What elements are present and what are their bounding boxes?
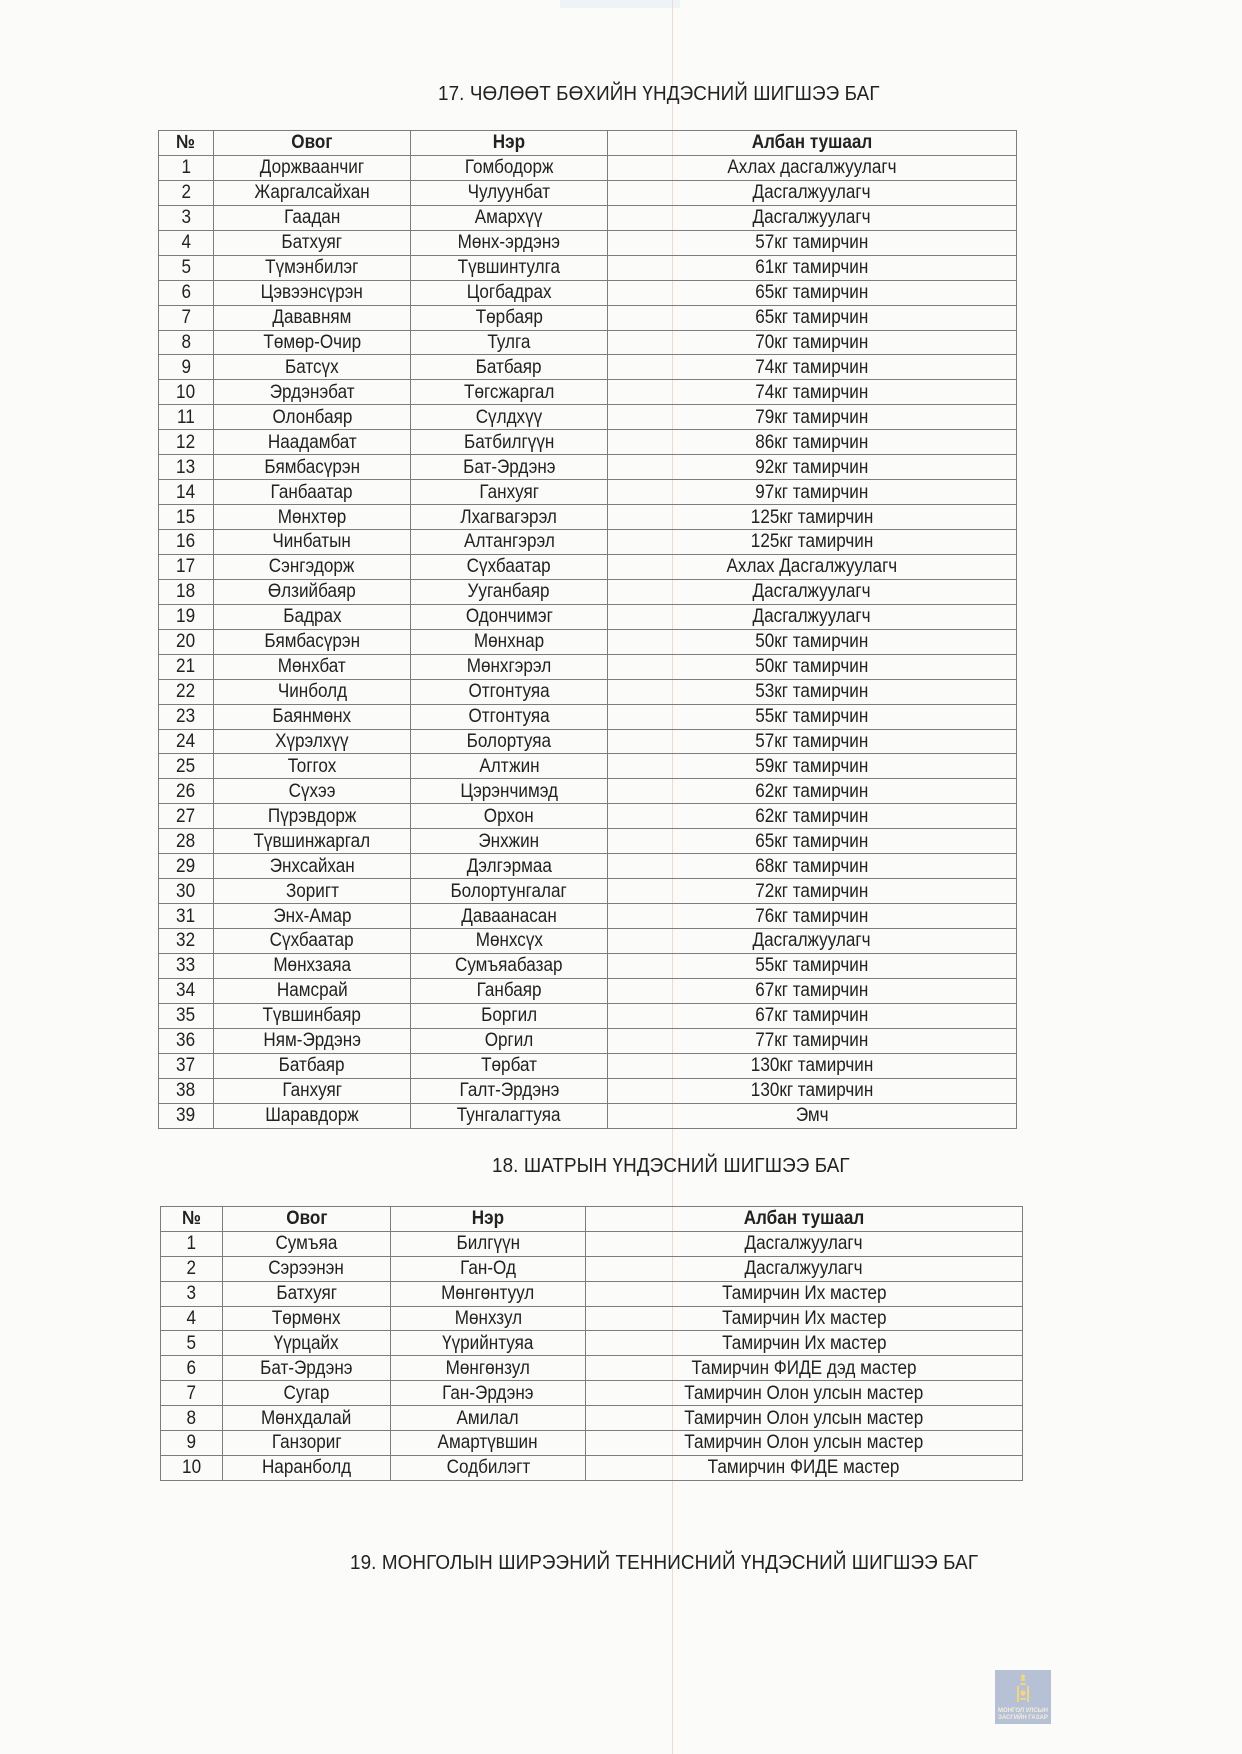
cell-position: 130кг тамирчин [608, 1078, 1017, 1103]
cell-surname: Ганзориг [223, 1431, 391, 1456]
cell-name: Амилал [391, 1406, 586, 1431]
table-row [159, 1078, 1017, 1103]
cell-name: Мөнхсүх [411, 929, 608, 954]
cell-number: 11 [159, 405, 214, 430]
cell-surname: Зоригт [214, 879, 411, 904]
cell-name: Үүрийнтуяа [391, 1331, 586, 1356]
table-row [161, 1381, 1023, 1406]
cell-number: 8 [161, 1406, 223, 1431]
cell-surname: Ганхуяг [214, 1078, 411, 1103]
table-row [159, 679, 1017, 704]
cell-surname: Сүхээ [214, 779, 411, 804]
table-row [159, 929, 1017, 954]
cell-surname: Мөнхтөр [214, 505, 411, 530]
cell-surname: Олонбаяр [214, 405, 411, 430]
cell-position: 65кг тамирчин [608, 305, 1017, 330]
cell-name: Мөнхзул [391, 1306, 586, 1331]
cell-surname: Бямбасүрэн [214, 629, 411, 654]
cell-position: Дасгалжуулагч [608, 929, 1017, 954]
cell-surname: Мөнхдалай [223, 1406, 391, 1431]
cell-number: 6 [161, 1356, 223, 1381]
cell-surname: Чинболд [214, 679, 411, 704]
cell-number: 30 [159, 879, 214, 904]
cell-number: 19 [159, 604, 214, 629]
table-row [159, 305, 1017, 330]
cell-surname: Хүрэлхүү [214, 729, 411, 754]
cell-name: Төрбаяр [411, 305, 608, 330]
cell-number: 15 [159, 505, 214, 530]
cell-name: Амартүвшин [391, 1431, 586, 1456]
cell-number: 9 [161, 1431, 223, 1456]
cell-surname: Доржваанчиг [214, 155, 411, 180]
cell-name: Галт-Эрдэнэ [411, 1078, 608, 1103]
cell-number: 1 [159, 155, 214, 180]
cell-number: 38 [159, 1078, 214, 1103]
stamp-line-1: МОНГОЛ УЛСЫН [998, 1708, 1048, 1714]
col-header-name: Нэр [391, 1207, 586, 1232]
cell-name: Болортуяа [411, 729, 608, 754]
col-header-surname: Овог [223, 1207, 391, 1232]
cell-name: Энхжин [411, 829, 608, 854]
cell-surname: Ганбаатар [214, 480, 411, 505]
table-row [159, 205, 1017, 230]
cell-position: 50кг тамирчин [608, 654, 1017, 679]
cell-name: Амархүү [411, 205, 608, 230]
cell-name: Гомбодорж [411, 155, 608, 180]
table-header-row [161, 1207, 1023, 1232]
cell-name: Чулуунбат [411, 180, 608, 205]
freestyle-wrestling-team-table [158, 130, 1017, 1129]
cell-surname: Эрдэнэбат [214, 380, 411, 405]
col-header-position: Албан тушаал [586, 1207, 1023, 1232]
cell-name: Тулга [411, 330, 608, 355]
table-row [159, 604, 1017, 629]
cell-number: 3 [159, 205, 214, 230]
cell-name: Мөнгөнзул [391, 1356, 586, 1381]
cell-number: 4 [161, 1306, 223, 1331]
cell-name: Сүлдхүү [411, 405, 608, 430]
table-header-row [159, 131, 1017, 156]
cell-number: 10 [159, 380, 214, 405]
cell-position: 130кг тамирчин [608, 1053, 1017, 1078]
cell-surname: Бат-Эрдэнэ [223, 1356, 391, 1381]
cell-name: Тунгалагтуяа [411, 1103, 608, 1128]
cell-number: 20 [159, 629, 214, 654]
col-header-name: Нэр [411, 131, 608, 156]
cell-number: 26 [159, 779, 214, 804]
cell-name: Болортунгалаг [411, 879, 608, 904]
table-row [161, 1231, 1023, 1256]
cell-position: 68кг тамирчин [608, 854, 1017, 879]
cell-surname: Чинбатын [214, 530, 411, 555]
cell-surname: Үүрцайх [223, 1331, 391, 1356]
cell-number: 28 [159, 829, 214, 854]
cell-surname: Мөнхбат [214, 654, 411, 679]
table-row [161, 1331, 1023, 1356]
cell-number: 12 [159, 430, 214, 455]
cell-name: Сумъяабазар [411, 953, 608, 978]
table-row [159, 978, 1017, 1003]
cell-position: 72кг тамирчин [608, 879, 1017, 904]
cell-surname: Сугар [223, 1381, 391, 1406]
table-row [159, 155, 1017, 180]
cell-number: 35 [159, 1003, 214, 1028]
col-header-number: № [161, 1207, 223, 1232]
cell-number: 4 [159, 230, 214, 255]
table-row [159, 654, 1017, 679]
cell-position: Тамирчин Их мастер [586, 1306, 1023, 1331]
cell-number: 32 [159, 929, 214, 954]
cell-position: Ахлах дасгалжуулагч [608, 155, 1017, 180]
cell-name: Бат-Эрдэнэ [411, 455, 608, 480]
cell-position: 125кг тамирчин [608, 530, 1017, 555]
table-row [159, 530, 1017, 555]
cell-position: Тамирчин Олон улсын мастер [586, 1431, 1023, 1456]
cell-position: Тамирчин Олон улсын мастер [586, 1406, 1023, 1431]
cell-number: 2 [159, 180, 214, 205]
cell-number: 33 [159, 953, 214, 978]
cell-name: Ганбаяр [411, 978, 608, 1003]
cell-number: 34 [159, 978, 214, 1003]
cell-surname: Өлзийбаяр [214, 579, 411, 604]
table-row [161, 1431, 1023, 1456]
soyombo-emblem-icon [1017, 1674, 1029, 1704]
cell-surname: Наранболд [223, 1455, 391, 1480]
cell-number: 7 [161, 1381, 223, 1406]
cell-surname: Намсрай [214, 978, 411, 1003]
cell-number: 13 [159, 455, 214, 480]
cell-name: Боргил [411, 1003, 608, 1028]
cell-number: 21 [159, 654, 214, 679]
cell-surname: Наадамбат [214, 430, 411, 455]
cell-name: Оргил [411, 1028, 608, 1053]
table-row [159, 255, 1017, 280]
cell-surname: Мөнхзаяа [214, 953, 411, 978]
table-row [159, 455, 1017, 480]
cell-number: 22 [159, 679, 214, 704]
cell-position: 55кг тамирчин [608, 953, 1017, 978]
cell-number: 10 [161, 1455, 223, 1480]
cell-position: 67кг тамирчин [608, 978, 1017, 1003]
cell-name: Түвшинтулга [411, 255, 608, 280]
cell-number: 9 [159, 355, 214, 380]
cell-number: 37 [159, 1053, 214, 1078]
cell-position: 97кг тамирчин [608, 480, 1017, 505]
cell-number: 39 [159, 1103, 214, 1128]
table-row [159, 779, 1017, 804]
cell-name: Сүхбаатар [411, 554, 608, 579]
cell-number: 7 [159, 305, 214, 330]
cell-position: 65кг тамирчин [608, 280, 1017, 305]
table-row [159, 1028, 1017, 1053]
cell-surname: Батхуяг [223, 1281, 391, 1306]
cell-position: Тамирчин ФИДЕ мастер [586, 1455, 1023, 1480]
table-row [159, 804, 1017, 829]
table-row [161, 1306, 1023, 1331]
cell-number: 3 [161, 1281, 223, 1306]
cell-number: 29 [159, 854, 214, 879]
cell-position: 86кг тамирчин [608, 430, 1017, 455]
government-stamp [995, 1670, 1051, 1724]
cell-position: 57кг тамирчин [608, 729, 1017, 754]
cell-position: Ахлах Дасгалжуулагч [608, 554, 1017, 579]
cell-surname: Сэрээнэн [223, 1256, 391, 1281]
cell-name: Алтжин [411, 754, 608, 779]
cell-surname: Түмэнбилэг [214, 255, 411, 280]
table-row [159, 480, 1017, 505]
cell-position: Дасгалжуулагч [608, 180, 1017, 205]
cell-number: 27 [159, 804, 214, 829]
cell-name: Содбилэгт [391, 1455, 586, 1480]
table-row [159, 280, 1017, 305]
cell-number: 16 [159, 530, 214, 555]
cell-position: 79кг тамирчин [608, 405, 1017, 430]
table-row [159, 330, 1017, 355]
cell-name: Ууганбаяр [411, 579, 608, 604]
cell-position: 62кг тамирчин [608, 779, 1017, 804]
cell-position: Дасгалжуулагч [608, 205, 1017, 230]
cell-position: Эмч [608, 1103, 1017, 1128]
cell-name: Мөнхнар [411, 629, 608, 654]
cell-surname: Жаргалсайхан [214, 180, 411, 205]
cell-position: 55кг тамирчин [608, 704, 1017, 729]
cell-number: 5 [161, 1331, 223, 1356]
cell-position: 67кг тамирчин [608, 1003, 1017, 1028]
table-row [159, 729, 1017, 754]
cell-name: Батбилгүүн [411, 430, 608, 455]
cell-surname: Төрмөнх [223, 1306, 391, 1331]
table-row [159, 953, 1017, 978]
cell-position: Дасгалжуулагч [586, 1256, 1023, 1281]
cell-number: 23 [159, 704, 214, 729]
cell-surname: Дававням [214, 305, 411, 330]
cell-name: Төгсжаргал [411, 380, 608, 405]
cell-position: 125кг тамирчин [608, 505, 1017, 530]
cell-number: 31 [159, 904, 214, 929]
cell-surname: Ням-Эрдэнэ [214, 1028, 411, 1053]
cell-name: Ган-Од [391, 1256, 586, 1281]
cell-name: Цогбадрах [411, 280, 608, 305]
section-18-title: 18. ШАТРЫН ҮНДЭСНИЙ ШИГШЭЭ БАГ [492, 1154, 850, 1177]
scan-artifact [560, 0, 680, 8]
section-19-title: 19. МОНГОЛЫН ШИРЭЭНИЙ ТЕННИСНИЙ ҮНДЭСНИЙ ШИГШЭЭ БАГ [350, 1551, 979, 1574]
cell-surname: Тоггох [214, 754, 411, 779]
table-row [159, 230, 1017, 255]
cell-position: Тамирчин Их мастер [586, 1331, 1023, 1356]
table-row [159, 505, 1017, 530]
table-row [159, 355, 1017, 380]
cell-name: Даваанасан [411, 904, 608, 929]
cell-surname: Батхуяг [214, 230, 411, 255]
cell-surname: Шаравдорж [214, 1103, 411, 1128]
cell-surname: Бямбасүрэн [214, 455, 411, 480]
cell-surname: Баянмөнх [214, 704, 411, 729]
cell-number: 1 [161, 1231, 223, 1256]
cell-position: 92кг тамирчин [608, 455, 1017, 480]
cell-number: 24 [159, 729, 214, 754]
cell-position: 70кг тамирчин [608, 330, 1017, 355]
cell-name: Ган-Эрдэнэ [391, 1381, 586, 1406]
table-row [159, 1053, 1017, 1078]
table-row [159, 1003, 1017, 1028]
table-row [159, 754, 1017, 779]
cell-number: 17 [159, 554, 214, 579]
cell-position: 57кг тамирчин [608, 230, 1017, 255]
table-row [161, 1455, 1023, 1480]
col-header-number: № [159, 131, 214, 156]
stamp-line-2: ЗАСГИЙН ГАЗАР [998, 1715, 1048, 1721]
cell-name: Лхагвагэрэл [411, 505, 608, 530]
cell-name: Мөнхгэрэл [411, 654, 608, 679]
cell-name: Цэрэнчимэд [411, 779, 608, 804]
cell-position: Тамирчин Их мастер [586, 1281, 1023, 1306]
cell-number: 2 [161, 1256, 223, 1281]
table-row [159, 380, 1017, 405]
table-row [161, 1256, 1023, 1281]
cell-name: Төрбат [411, 1053, 608, 1078]
table-row [161, 1281, 1023, 1306]
section-17-title: 17. ЧӨЛӨӨТ БӨХИЙН ҮНДЭСНИЙ ШИГШЭЭ БАГ [438, 82, 880, 105]
cell-name: Отгонтуяа [411, 704, 608, 729]
cell-surname: Батсүх [214, 355, 411, 380]
cell-surname: Пүрэвдорж [214, 804, 411, 829]
cell-position: 53кг тамирчин [608, 679, 1017, 704]
col-header-surname: Овог [214, 131, 411, 156]
cell-position: 62кг тамирчин [608, 804, 1017, 829]
cell-position: Тамирчин ФИДЕ дэд мастер [586, 1356, 1023, 1381]
table-row [159, 829, 1017, 854]
cell-position: Дасгалжуулагч [608, 604, 1017, 629]
cell-name: Мөнгөнтуул [391, 1281, 586, 1306]
table-row [159, 430, 1017, 455]
cell-position: Дасгалжуулагч [586, 1231, 1023, 1256]
cell-name: Билгүүн [391, 1231, 586, 1256]
cell-surname: Сумъяа [223, 1231, 391, 1256]
cell-position: 74кг тамирчин [608, 355, 1017, 380]
cell-name: Ганхуяг [411, 480, 608, 505]
table-row [159, 579, 1017, 604]
cell-name: Одончимэг [411, 604, 608, 629]
cell-surname: Түвшинбаяр [214, 1003, 411, 1028]
cell-surname: Сэнгэдорж [214, 554, 411, 579]
cell-number: 5 [159, 255, 214, 280]
cell-position: 77кг тамирчин [608, 1028, 1017, 1053]
chess-team-table [160, 1206, 1023, 1481]
cell-number: 6 [159, 280, 214, 305]
table-row [159, 879, 1017, 904]
cell-name: Орхон [411, 804, 608, 829]
cell-position: 61кг тамирчин [608, 255, 1017, 280]
cell-surname: Батбаяр [214, 1053, 411, 1078]
cell-position: 59кг тамирчин [608, 754, 1017, 779]
col-header-position: Албан тушаал [608, 131, 1017, 156]
table-row [161, 1356, 1023, 1381]
cell-position: 74кг тамирчин [608, 380, 1017, 405]
cell-name: Батбаяр [411, 355, 608, 380]
cell-number: 25 [159, 754, 214, 779]
cell-surname: Гаадан [214, 205, 411, 230]
cell-name: Мөнх-эрдэнэ [411, 230, 608, 255]
cell-position: Тамирчин Олон улсын мастер [586, 1381, 1023, 1406]
cell-position: 76кг тамирчин [608, 904, 1017, 929]
table-row [159, 704, 1017, 729]
cell-name: Дэлгэрмаа [411, 854, 608, 879]
table-row [159, 904, 1017, 929]
cell-surname: Энхсайхан [214, 854, 411, 879]
table-row [159, 629, 1017, 654]
cell-surname: Сүхбаатар [214, 929, 411, 954]
cell-number: 36 [159, 1028, 214, 1053]
cell-position: Дасгалжуулагч [608, 579, 1017, 604]
cell-position: 50кг тамирчин [608, 629, 1017, 654]
table-row [159, 1103, 1017, 1128]
table-row [161, 1406, 1023, 1431]
cell-surname: Түвшинжаргал [214, 829, 411, 854]
cell-position: 65кг тамирчин [608, 829, 1017, 854]
cell-name: Алтангэрэл [411, 530, 608, 555]
cell-name: Отгонтуяа [411, 679, 608, 704]
table-row [159, 180, 1017, 205]
table-row [159, 854, 1017, 879]
cell-surname: Төмөр-Очир [214, 330, 411, 355]
cell-surname: Энх-Амар [214, 904, 411, 929]
cell-number: 18 [159, 579, 214, 604]
table-row [159, 405, 1017, 430]
cell-number: 8 [159, 330, 214, 355]
cell-surname: Цэвээнсүрэн [214, 280, 411, 305]
cell-surname: Бадрах [214, 604, 411, 629]
cell-number: 14 [159, 480, 214, 505]
table-row [159, 554, 1017, 579]
